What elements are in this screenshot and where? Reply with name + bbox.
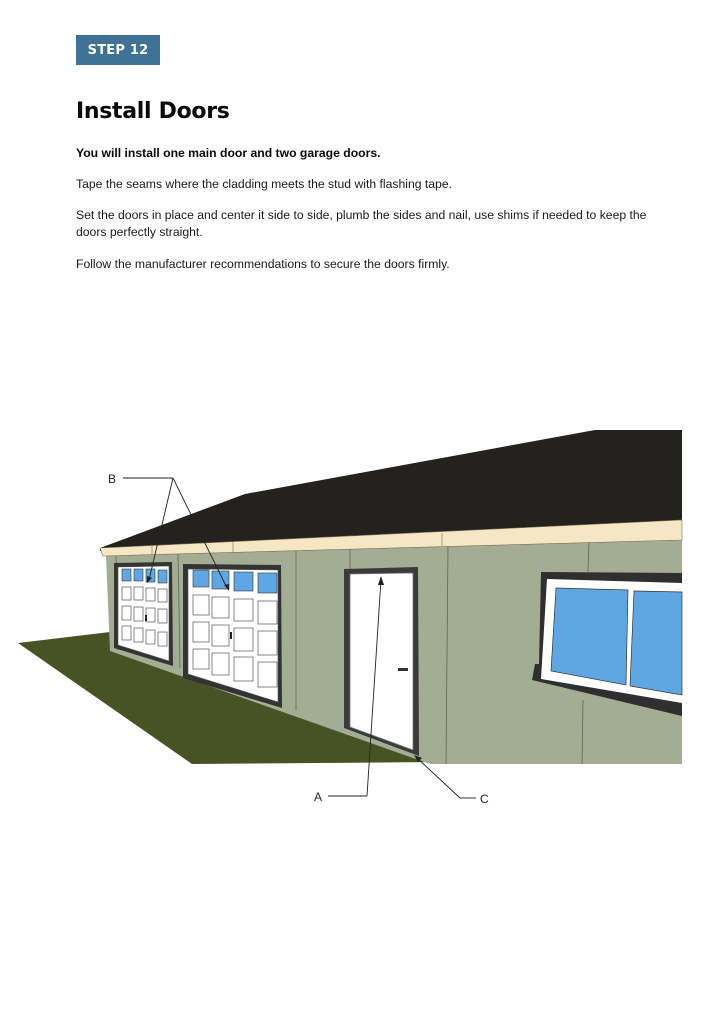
main-door-handle	[398, 668, 408, 671]
instruction-paragraph-1: Tape the seams where the cladding meets the stud with flashing tape.	[76, 177, 453, 191]
garage-door-1-handle	[145, 615, 147, 621]
callout-label-b: B	[108, 472, 117, 486]
callout-label-a: A	[314, 790, 323, 804]
main-door	[344, 567, 419, 756]
garage-door-1	[114, 562, 173, 666]
garage-door-2-handle	[230, 632, 232, 639]
instruction-paragraph-2: Set the doors in place and center it side to side, plumb the sides and nail, use shims if needed to keep the doors perfectly straight.	[76, 208, 647, 239]
step-badge: STEP 12	[76, 35, 160, 65]
intro-paragraph: You will install one main door and two garage doors.	[76, 146, 381, 160]
instruction-paragraph-3: Follow the manufacturer recommendations to secure the doors firmly.	[76, 257, 450, 271]
callout-label-c: C	[480, 792, 489, 806]
page-title: Install Doors	[76, 99, 230, 124]
